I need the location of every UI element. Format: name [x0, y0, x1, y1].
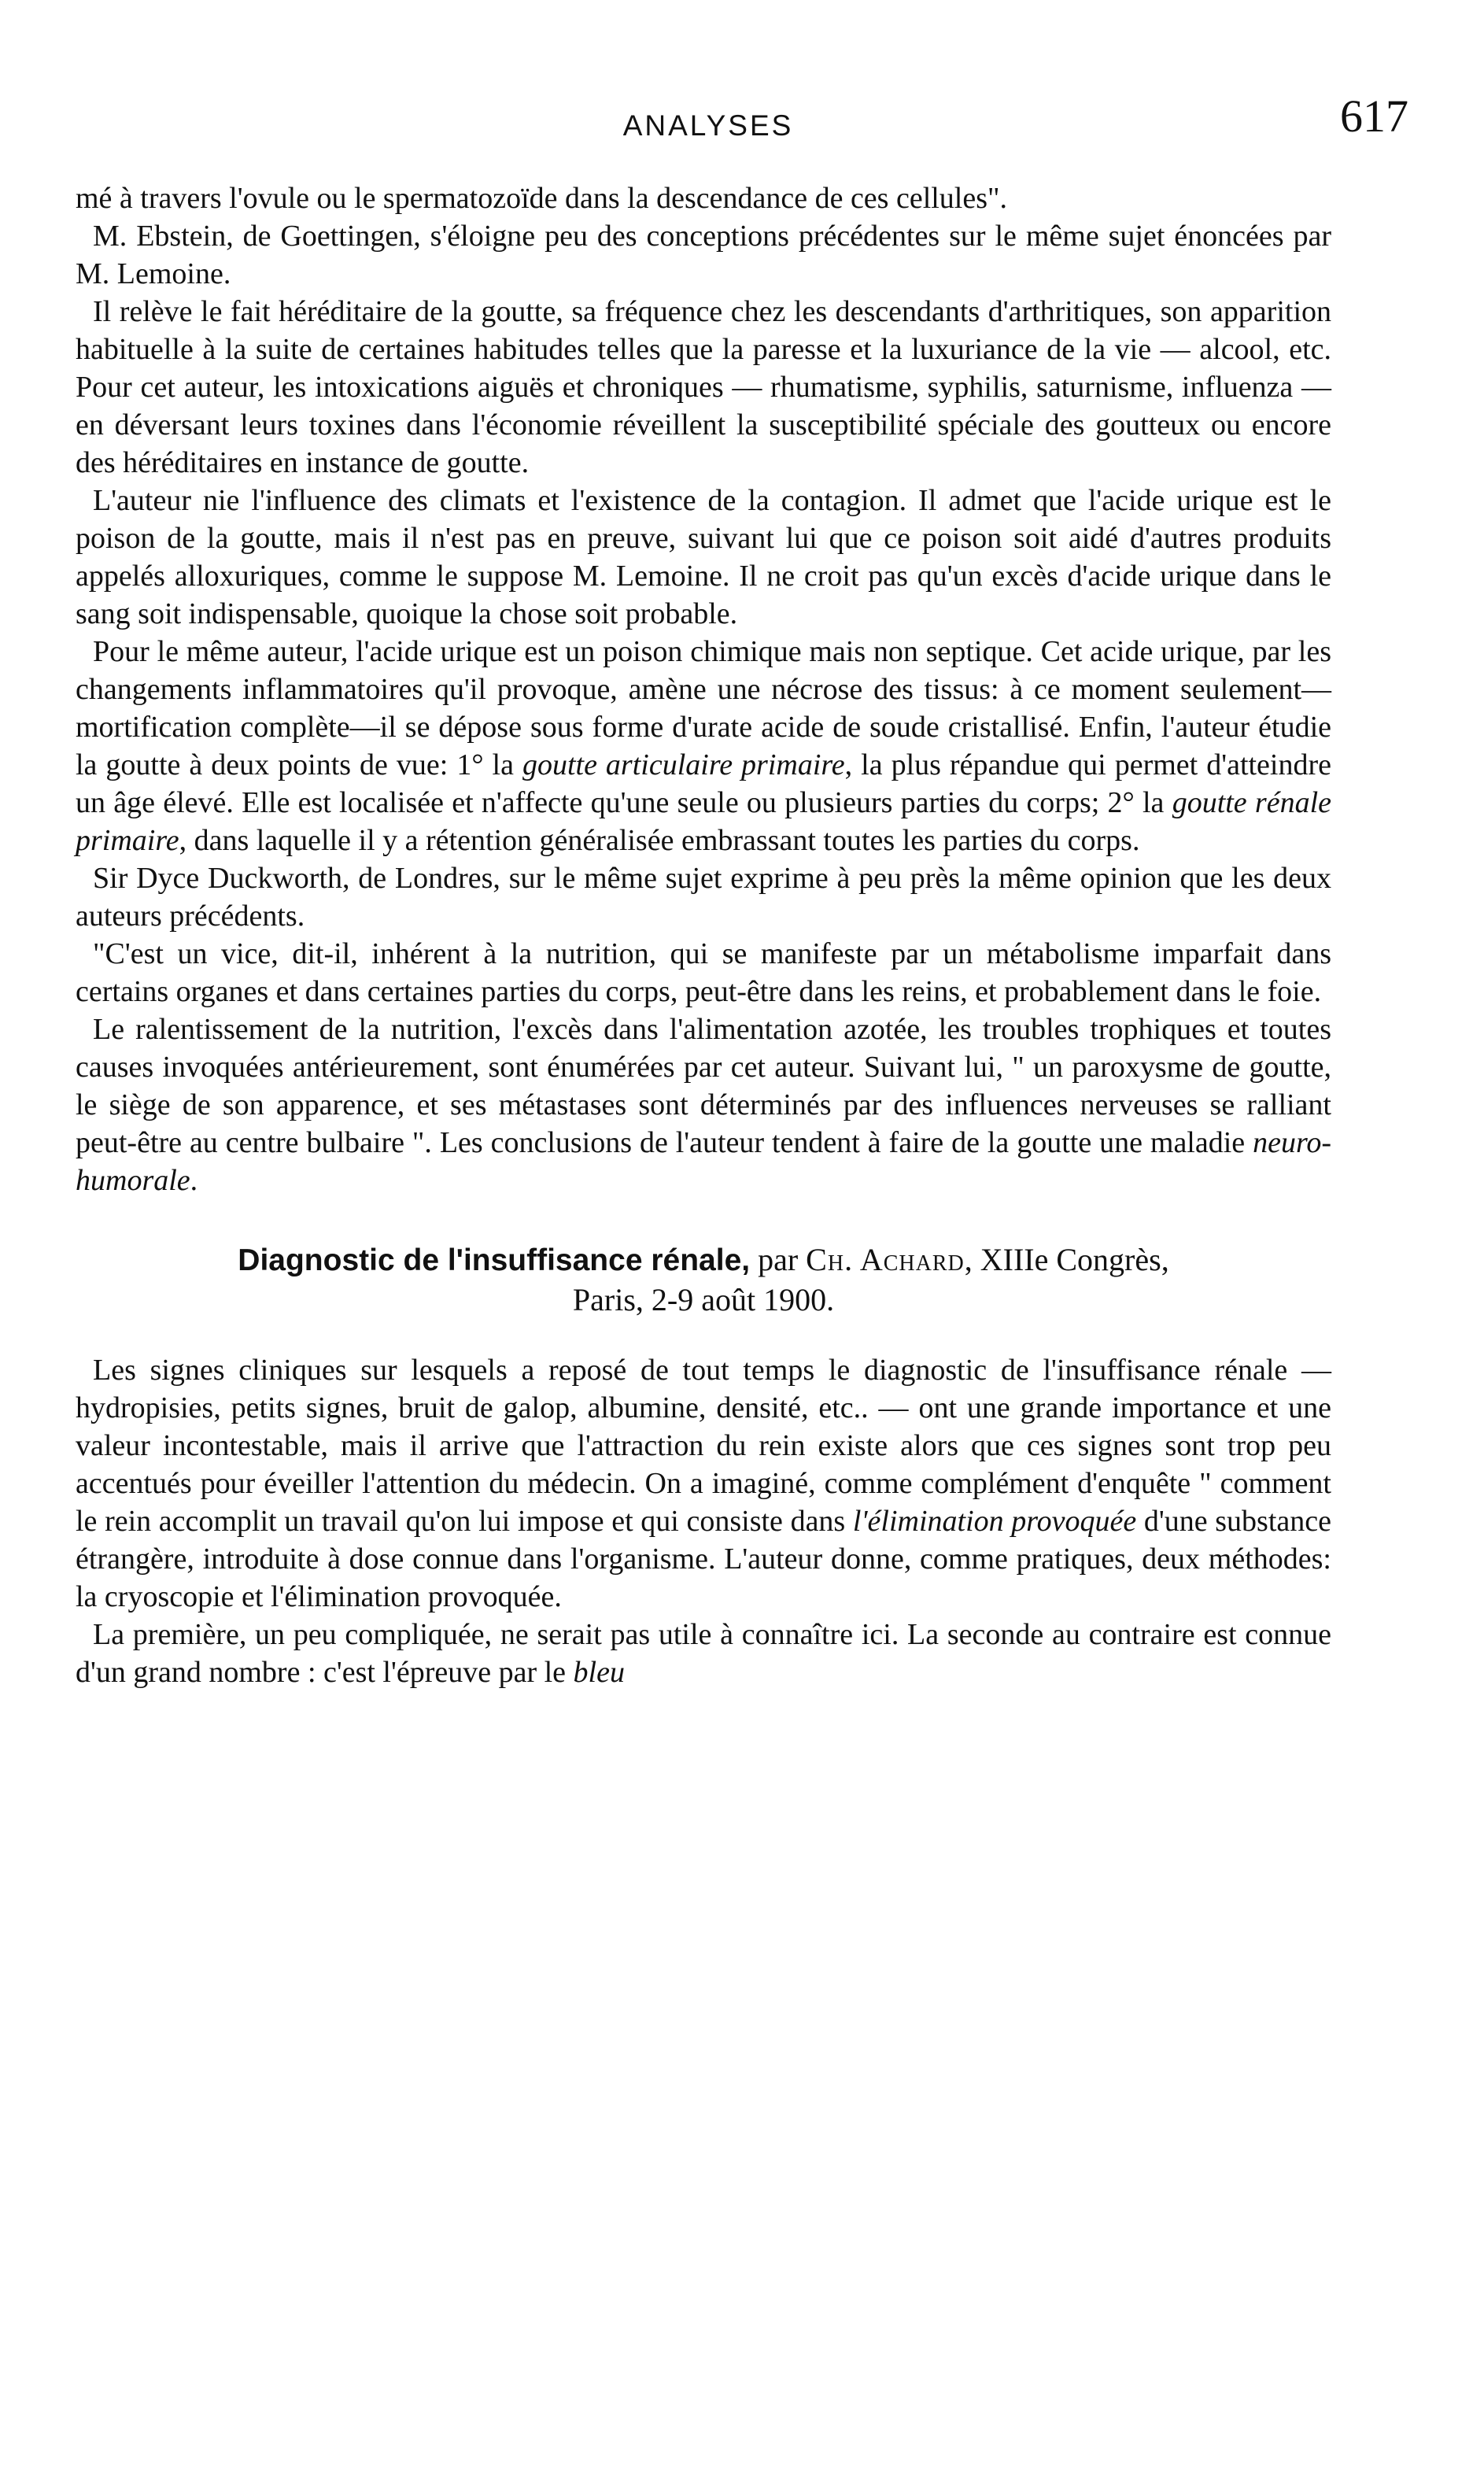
paragraph	[76, 633, 1331, 859]
venue: , XIIIe Congrès,	[964, 1242, 1169, 1277]
paragraph: M. Ebstein, de Goettingen, s'éloigne peu des conceptions précédentes sur le même sujet énoncées par M. Lemoine.	[76, 220, 1331, 290]
text-column	[76, 179, 1331, 1691]
running-title: ANALYSES	[622, 109, 794, 142]
paragraph-text: d'une substance étrangère, introduite à dose connue dans l'organisme. L'auteur donne, comme pratiques, deux méthodes: la cryoscopie et l'élimination provoquée.	[76, 1505, 1331, 1613]
paragraph-text: Les signes cliniques sur lesquels a reposé de tout temps le diagnostic de l'insuffisance rénale — hydropisies, petits signes, bruit de galop, albumine, densité, etc.. — ont une grande importance et une valeur incontestable, mais il arrive que l'attraction du rein existe alors que ces signes sont trop peu accentués pour éveiller l'attention du médecin. On a imaginé, comme complément d'enquête " comment le rein accomplit un travail qu'on lui impose et qui consiste dans	[76, 1354, 1331, 1538]
italic-term: bleu	[573, 1656, 625, 1689]
running-header	[79, 91, 1408, 150]
author-name: Ch. Achard	[806, 1242, 965, 1277]
page-number: 617	[1340, 91, 1408, 142]
paragraph-text: , la plus répandue qui permet d'atteindre un âge élevé. Elle est localisée et n'affecte qu'une seule ou plusieurs parties du corps; 2° la	[76, 748, 1332, 819]
paragraph	[76, 1010, 1331, 1199]
italic-term: neuro-humorale	[76, 1126, 1331, 1197]
paragraph: "C'est un vice, dit-il, inhérent à la nutrition, qui se manifeste par un métabolisme imparfait dans certains organes et dans certaines parties du corps, peut-être dans les reins, et probablement dans le foie.	[76, 937, 1331, 1008]
paragraph-text: , dans laquelle il y a rétention généralisée embrassant toutes les parties du corps.	[179, 824, 1140, 857]
paragraph-text: La première, un peu compliquée, ne serait pas utile à connaître ici. La seconde au contraire est connue d'un grand nombre : c'est l'épreuve par le	[76, 1618, 1331, 1689]
italic-term: goutte articulaire primaire	[522, 748, 845, 781]
paragraph: L'auteur nie l'influence des climats et l'existence de la contagion. Il admet que l'acide urique est le poison de la goutte, mais il n'est pas en preuve, suivant lui que ce poison soit aidé d'autres produits appelés alloxuriques, comme le suppose M. Lemoine. Il ne croit pas qu'un excès d'acide urique dans le sang soit indispensable, quoique la chose soit probable.	[76, 484, 1331, 630]
section-title: Diagnostic de l'insuffisance rénale,	[238, 1243, 751, 1277]
italic-term: l'élimination provoquée	[852, 1505, 1137, 1538]
paragraph-text: Pour le même auteur, l'acide urique est un poison chimique mais non septique. Cet acide urique, par les changements inflammatoires qu'il provoque, amène une nécrose des tissus: à ce moment seulement—mortification complète—il se dépose sous forme d'urate acide de soude cristallisé. Enfin, l'auteur étudie la goutte à deux points de vue: 1° la	[76, 635, 1331, 781]
paragraph: Sir Dyce Duckworth, de Londres, sur le même sujet exprime à peu près la même opinion que les deux auteurs précédents.	[76, 862, 1331, 933]
section-heading	[76, 1240, 1331, 1320]
place-date: Paris, 2-9 août 1900.	[572, 1282, 835, 1317]
italic-term: goutte rénale primaire	[76, 786, 1331, 857]
paragraph-text: Le ralentissement de la nutrition, l'excès dans l'alimentation azotée, les troubles trophiques et toutes causes invoquées antérieurement, sont énumérées par cet auteur. Suivant lui, " un paroxysme de goutte, le siège de son apparence, et ses métastases sont déterminés par des influences nerveuses se ralliant peut-être au centre bulbaire ". Les conclusions de l'auteur tendent à faire de la goutte une maladie	[76, 1013, 1331, 1159]
byline-connector: par	[750, 1242, 807, 1277]
paragraph: mé à travers l'ovule ou le spermatozoïde dans la descendance de ces cellules".	[76, 182, 1008, 215]
paragraph	[76, 1351, 1331, 1616]
paragraph-text: .	[190, 1164, 198, 1197]
paragraph	[76, 1616, 1331, 1691]
paragraph: Il relève le fait héréditaire de la goutte, sa fréquence chez les descendants d'arthritiques, son apparition habituelle à la suite de certaines habitudes telles que la paresse et la luxuriance de la vie — alcool, etc. Pour cet auteur, les intoxications aiguës et chroniques — rhumatisme, syphilis, saturnisme, influenza — en déversant leurs toxines dans l'économie réveillent la susceptibilité spéciale des goutteux ou encore des héréditaires en instance de goutte.	[76, 295, 1331, 479]
